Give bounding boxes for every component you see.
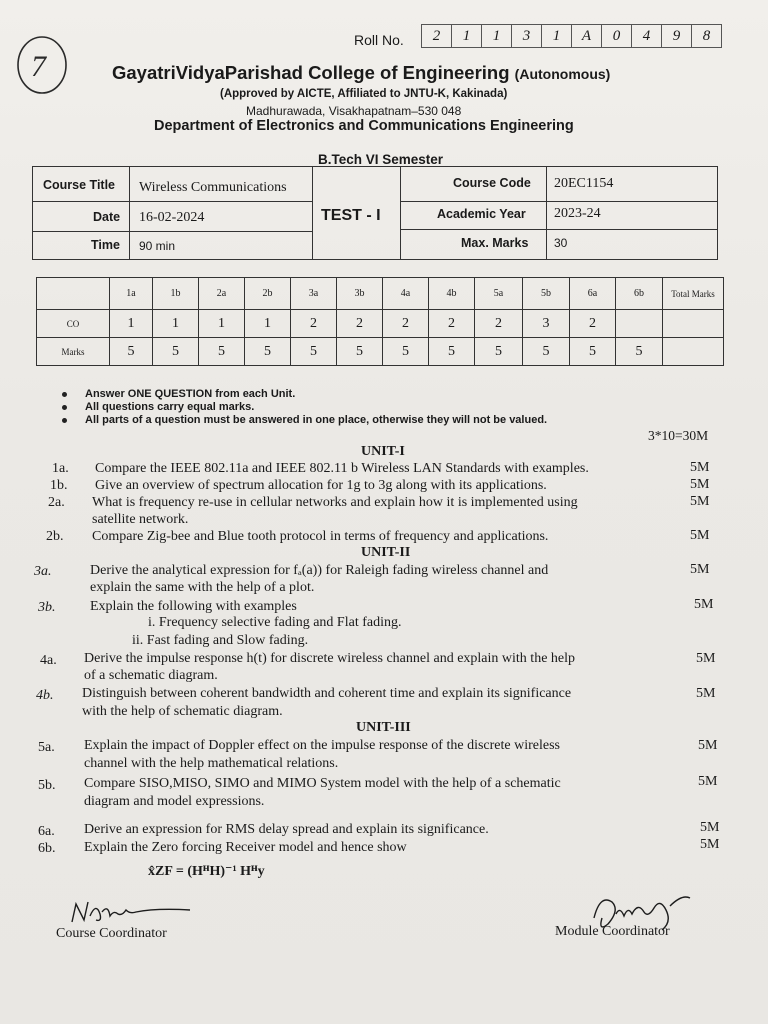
marks-cell: 5 bbox=[245, 338, 291, 366]
marks-cell: 5 bbox=[475, 338, 523, 366]
co-cell: 2 bbox=[429, 310, 475, 338]
question-text: Explain the Zero forcing Receiver model and hence show bbox=[84, 840, 407, 855]
roll-digit-box: 1 bbox=[541, 24, 572, 48]
co-cell: 2 bbox=[291, 310, 337, 338]
question-column-header: 5a bbox=[475, 278, 523, 310]
course-title-label: Course Title bbox=[43, 178, 116, 192]
college-address: Madhurawada, Visakhapatnam–530 048 bbox=[246, 104, 462, 118]
marks-cell: 5 bbox=[570, 338, 616, 366]
marks-cell: 5 bbox=[199, 338, 245, 366]
module-coordinator-label: Module Coordinator bbox=[555, 924, 670, 939]
marks-cell: 5 bbox=[383, 338, 429, 366]
total-marks-header: Total Marks bbox=[663, 278, 724, 310]
marks-cell: 5 bbox=[153, 338, 199, 366]
instruction-text: All questions carry equal marks. bbox=[85, 401, 255, 413]
instruction-text: Answer ONE QUESTION from each Unit. bbox=[85, 388, 296, 400]
question-marks: 5M bbox=[696, 686, 716, 701]
course-info-table bbox=[32, 166, 718, 260]
question-marks: 5M bbox=[690, 477, 710, 492]
question-column-header: 3b bbox=[337, 278, 383, 310]
college-name-text: GayatriVidyaParishad College of Engineering bbox=[112, 62, 510, 83]
department-name: Department of Electronics and Communications Engineering bbox=[154, 118, 574, 134]
co-table-header-row bbox=[37, 278, 724, 310]
total-marks-cell bbox=[663, 338, 724, 366]
instruction-item bbox=[62, 401, 254, 413]
question-number: 5a. bbox=[38, 740, 55, 755]
question-text: Distinguish between coherent bandwidth and coherent time and explain its significance bbox=[82, 686, 572, 701]
question-number: 3a. bbox=[34, 564, 52, 579]
total-marks-cell bbox=[663, 310, 724, 338]
question-column-header: 6a bbox=[570, 278, 616, 310]
instruction-text: All parts of a question must be answered in one place, otherwise they will not be valued. bbox=[85, 414, 548, 426]
question-text: Compare SISO,MISO, SIMO and MIMO System model with the help of a schematic bbox=[84, 776, 561, 791]
question-text-cont: diagram and model expressions. bbox=[84, 794, 265, 809]
question-column-header: 5b bbox=[523, 278, 570, 310]
co-marks-table bbox=[36, 277, 724, 366]
co-cell bbox=[616, 310, 663, 338]
question-text: Give an overview of spectrum allocation for 1g to 3g along with its applications. bbox=[95, 478, 547, 493]
co-cell: 2 bbox=[570, 310, 616, 338]
roll-digit-box: 8 bbox=[691, 24, 722, 48]
marks-cell: 5 bbox=[110, 338, 153, 366]
co-cell: 1 bbox=[199, 310, 245, 338]
question-number: 4a. bbox=[40, 653, 57, 668]
question-text: What is frequency re-use in cellular networks and explain how it is implemented using bbox=[92, 495, 578, 510]
question-column-header: 2a bbox=[199, 278, 245, 310]
question-text-cont: explain the same with the help of a plot. bbox=[90, 580, 315, 595]
question-number: 4b. bbox=[36, 688, 54, 703]
date-label: Date bbox=[93, 210, 121, 224]
marks-cell: 5 bbox=[429, 338, 475, 366]
co-label: CO bbox=[37, 310, 110, 338]
question-text: Derive the analytical expression for fₐ(a)) for Raleigh fading wireless channel and bbox=[90, 563, 549, 578]
instruction-item bbox=[62, 388, 295, 400]
date-value: 16-02-2024 bbox=[139, 210, 205, 225]
question-number: 1b. bbox=[50, 478, 68, 493]
co-cell: 2 bbox=[475, 310, 523, 338]
time-value: 90 min bbox=[139, 239, 176, 253]
question-marks: 5M bbox=[690, 494, 710, 509]
question-subitem: ii. Fast fading and Slow fading. bbox=[132, 633, 309, 648]
question-number: 5b. bbox=[38, 778, 56, 793]
question-column-header: 4b bbox=[429, 278, 475, 310]
max-marks-label: Max. Marks bbox=[461, 236, 529, 250]
question-column-header: 2b bbox=[245, 278, 291, 310]
question-text: Compare Zig-bee and Blue tooth protocol in terms of frequency and applications. bbox=[92, 529, 549, 544]
question-marks: 5M bbox=[700, 820, 720, 835]
academic-year-value: 2023-24 bbox=[554, 206, 601, 221]
question-marks: 5M bbox=[694, 597, 714, 612]
co-cell: 3 bbox=[523, 310, 570, 338]
co-cell: 2 bbox=[383, 310, 429, 338]
co-cell: 1 bbox=[153, 310, 199, 338]
marks-cell: 5 bbox=[523, 338, 570, 366]
marks-cell: 5 bbox=[291, 338, 337, 366]
roll-number-label: Roll No. bbox=[354, 32, 404, 48]
question-number: 6b. bbox=[38, 841, 56, 856]
co-cell: 1 bbox=[245, 310, 291, 338]
question-number: 2a. bbox=[48, 495, 65, 510]
roll-digit-box: 2 bbox=[421, 24, 452, 48]
marks-scheme: 3*10=30M bbox=[648, 428, 709, 443]
co-row bbox=[37, 310, 724, 338]
course-code-value: 20EC1154 bbox=[554, 176, 614, 191]
marks-label: Marks bbox=[37, 338, 110, 366]
question-number: 3b. bbox=[38, 600, 56, 615]
unit-2-heading: UNIT-II bbox=[361, 545, 411, 560]
zero-forcing-equation: x̂ZF = (HᴴH)⁻¹ Hᴴy bbox=[148, 864, 265, 879]
question-text: Explain the following with examples bbox=[90, 599, 297, 614]
question-column-header: 1a bbox=[110, 278, 153, 310]
question-text: Compare the IEEE 802.11a and IEEE 802.11 b Wireless LAN Standards with examples. bbox=[95, 461, 589, 476]
question-marks: 5M bbox=[698, 774, 718, 789]
marks-cell: 5 bbox=[337, 338, 383, 366]
question-text: Derive an expression for RMS delay spread and explain its significance. bbox=[84, 822, 489, 837]
semester-label: B.Tech VI Semester bbox=[318, 152, 444, 167]
co-cell: 1 bbox=[110, 310, 153, 338]
course-code-label: Course Code bbox=[453, 176, 531, 190]
corner-cell bbox=[37, 278, 110, 310]
question-column-header: 1b bbox=[153, 278, 199, 310]
question-marks: 5M bbox=[700, 837, 720, 852]
page-number-mark: 7 bbox=[31, 50, 46, 83]
question-text: Derive the impulse response h(t) for discrete wireless channel and explain with the help bbox=[84, 651, 576, 666]
max-marks-value: 30 bbox=[554, 236, 568, 250]
instruction-item bbox=[62, 414, 547, 426]
question-subitem: i. Frequency selective fading and Flat fading. bbox=[148, 615, 402, 630]
course-coordinator-signature bbox=[66, 896, 196, 930]
question-number: 6a. bbox=[38, 824, 55, 839]
question-number: 2b. bbox=[46, 529, 64, 544]
approval-line: (Approved by AICTE, Affiliated to JNTU-K, Kakinada) bbox=[220, 88, 508, 100]
question-text-cont: channel with the help mathematical relations. bbox=[84, 756, 339, 771]
question-marks: 5M bbox=[690, 528, 710, 543]
roll-number-boxes bbox=[422, 24, 722, 48]
circled-page-number bbox=[14, 34, 70, 96]
test-label: TEST - I bbox=[321, 207, 381, 224]
marks-row bbox=[37, 338, 724, 366]
unit-3-heading: UNIT-III bbox=[356, 720, 411, 735]
roll-digit-box: 0 bbox=[601, 24, 632, 48]
roll-digit-box: 9 bbox=[661, 24, 692, 48]
question-column-header: 3a bbox=[291, 278, 337, 310]
roll-digit-box: 4 bbox=[631, 24, 662, 48]
question-column-header: 6b bbox=[616, 278, 663, 310]
roll-digit-box: 1 bbox=[451, 24, 482, 48]
roll-digit-box: 1 bbox=[481, 24, 512, 48]
roll-digit-box: 3 bbox=[511, 24, 542, 48]
question-marks: 5M bbox=[690, 460, 710, 475]
academic-year-label: Academic Year bbox=[437, 207, 526, 221]
question-marks: 5M bbox=[696, 651, 716, 666]
question-marks: 5M bbox=[690, 562, 710, 577]
unit-1-heading: UNIT-I bbox=[361, 444, 405, 459]
question-text-cont: satellite network. bbox=[92, 512, 189, 527]
marks-cell: 5 bbox=[616, 338, 663, 366]
question-marks: 5M bbox=[698, 738, 718, 753]
course-coordinator-label: Course Coordinator bbox=[56, 926, 167, 941]
question-column-header: 4a bbox=[383, 278, 429, 310]
autonomous-label: (Autonomous) bbox=[514, 66, 611, 82]
question-number: 1a. bbox=[52, 461, 69, 476]
question-text: Explain the impact of Doppler effect on the impulse response of the discrete wireless bbox=[84, 738, 560, 753]
question-text-cont: with the help of schematic diagram. bbox=[82, 704, 283, 719]
roll-digit-box: A bbox=[571, 24, 602, 48]
course-title-value: Wireless Communications bbox=[139, 180, 287, 195]
question-text-cont: of a schematic diagram. bbox=[84, 668, 218, 683]
college-name bbox=[112, 62, 610, 84]
time-label: Time bbox=[91, 238, 120, 252]
co-cell: 2 bbox=[337, 310, 383, 338]
